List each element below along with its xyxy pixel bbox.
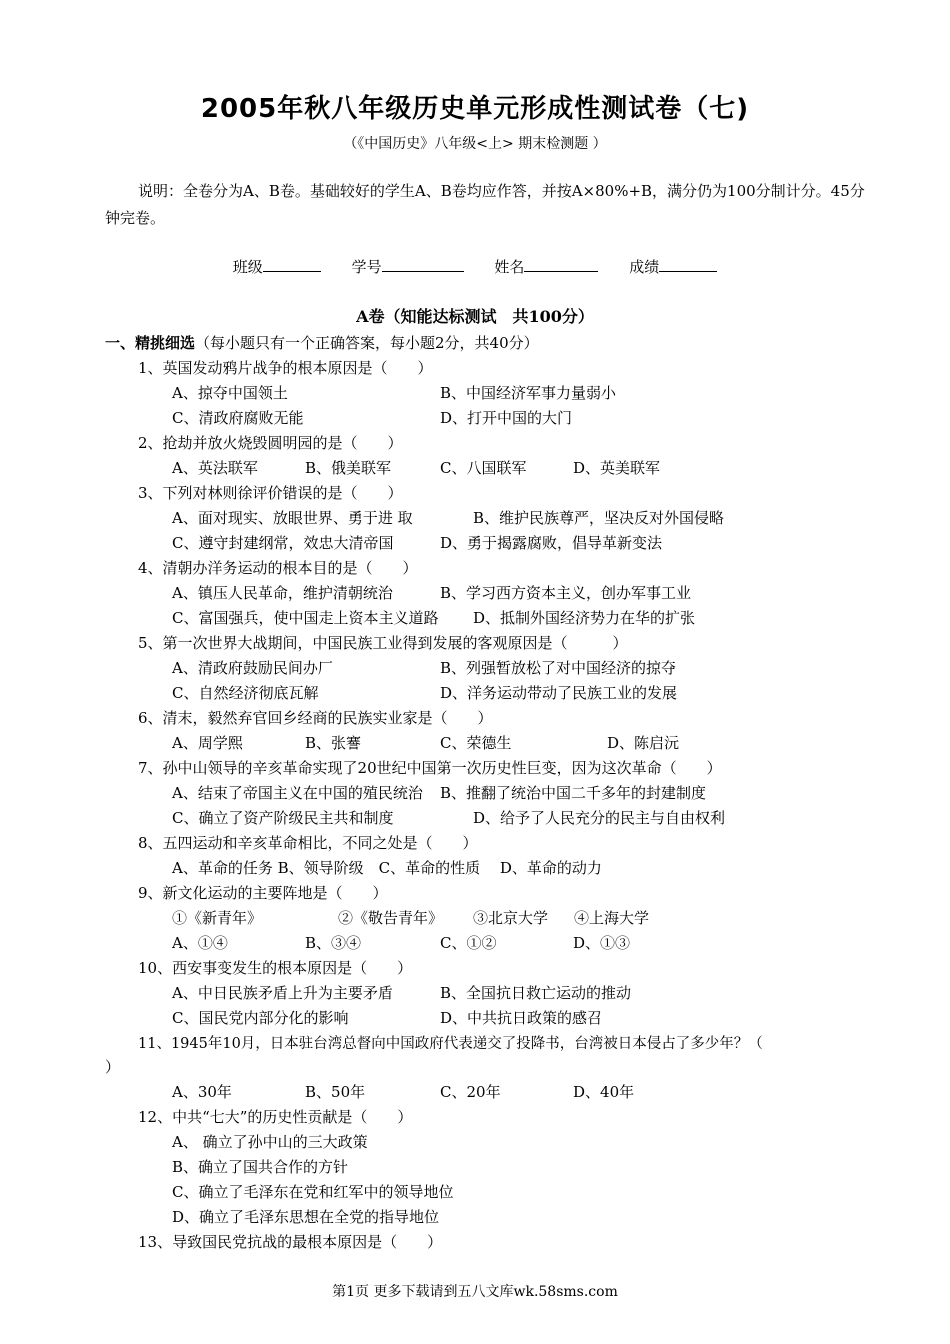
question-2: 2、抢劫并放火烧毁圆明园的是（ ） <box>138 434 403 452</box>
part1-heading <box>105 332 539 353</box>
question-8: 8、五四运动和辛亥革命相比，不同之处是（ ） <box>138 834 478 852</box>
page-footer: 第1页 更多下载请到五八文库wk.58sms.com <box>332 1284 618 1300</box>
q12-option-c: C、确立了毛泽东在党和红军中的领导地位 <box>172 1183 454 1201</box>
q6-option-a: A、周学熙 <box>172 734 243 752</box>
id-blank <box>382 257 464 272</box>
q1-option-a: A、掠夺中国领土 <box>172 384 288 402</box>
question-7: 7、孙中山领导的辛亥革命实现了20世纪中国第一次历史性巨变，因为这次革命（ ） <box>138 759 722 777</box>
question-4: 4、清朝办洋务运动的根本目的是（ ） <box>138 559 418 577</box>
part1-note: （每小题只有一个正确答案，每小题2分，共40分） <box>195 334 539 352</box>
class-label: 班级 <box>232 258 263 276</box>
q2-option-a: A、英法联军 <box>172 459 258 477</box>
q9-item-1: ①《新青年》 <box>172 909 263 927</box>
page-title: 2005年秋八年级历史单元形成性测试卷（七) <box>200 94 750 124</box>
score-label: 成绩 <box>629 258 660 276</box>
q6-option-d: D、陈启沅 <box>607 734 680 752</box>
q10-option-b: B、全国抗日救亡运动的推动 <box>440 984 632 1002</box>
q7-option-b: B、推翻了统治中国二千多年的封建制度 <box>440 784 707 802</box>
q5-option-d: D、洋务运动带动了民族工业的发展 <box>440 684 678 702</box>
q10-option-a: A、中日民族矛盾上升为主要矛盾 <box>172 984 393 1002</box>
question-3: 3、下列对林则徐评价错误的是（ ） <box>138 484 403 502</box>
name-blank <box>524 257 598 272</box>
question-5: 5、第一次世界大战期间，中国民族工业得到发展的客观原因是（ ） <box>138 634 628 652</box>
question-6: 6、清末，毅然弃官回乡经商的民族实业家是（ ） <box>138 709 493 727</box>
q9-option-d: D、①③ <box>573 934 631 952</box>
question-11-end: ） <box>105 1058 121 1076</box>
q4-option-a: A、镇压人民革命，维护清朝统治 <box>172 584 393 602</box>
q1-option-d: D、打开中国的大门 <box>440 409 573 427</box>
q10-option-c: C、国民党内部分化的影响 <box>172 1009 349 1027</box>
q9-option-b: B、③④ <box>305 934 362 952</box>
question-9: 9、新文化运动的主要阵地是（ ） <box>138 884 388 902</box>
part1-label: 一、精挑细选 <box>105 334 196 352</box>
q2-option-c: C、八国联军 <box>440 459 527 477</box>
question-10: 10、西安事变发生的根本原因是（ ） <box>138 959 413 977</box>
q3-option-d: D、勇于揭露腐败，倡导革新变法 <box>440 534 663 552</box>
id-label: 学号 <box>351 258 382 276</box>
q9-item-4: ④上海大学 <box>574 909 650 927</box>
q3-option-b: B、维护民族尊严，坚决反对外国侵略 <box>473 509 725 527</box>
q12-option-a: A、 确立了孙中山的三大政策 <box>172 1133 368 1151</box>
q11-option-c: C、20年 <box>440 1083 501 1101</box>
q5-option-b: B、列强暂放松了对中国经济的掠夺 <box>440 659 677 677</box>
q4-option-b: B、学习西方资本主义，创办军事工业 <box>440 584 692 602</box>
q2-option-d: D、英美联军 <box>573 459 661 477</box>
q6-option-c: C、荣德生 <box>440 734 512 752</box>
q2-option-b: B、俄美联军 <box>305 459 392 477</box>
instructions: 说明：全卷分为A、B卷。基础较好的学生A、B卷均应作答，并按A×80%+B，满分仍为100分制计分。45分钟完卷。 <box>105 182 865 227</box>
q9-option-c: C、①② <box>440 934 497 952</box>
q11-option-b: B、50年 <box>305 1083 366 1101</box>
name-label: 姓名 <box>494 258 525 276</box>
q10-option-d: D、中共抗日政策的感召 <box>440 1009 603 1027</box>
page-subtitle: （《中国历史》八年级<上> 期末检测题 ） <box>343 136 607 152</box>
q7-option-a: A、结束了帝国主义在中国的殖民统治 <box>172 784 423 802</box>
q5-option-c: C、自然经济彻底瓦解 <box>172 684 319 702</box>
question-11: 11、1945年10月，日本驻台湾总督向中国政府代表递交了投降书，台湾被日本侵占了多少年？（ <box>138 1036 763 1052</box>
section-a-title: A卷（知能达标测试 共100分） <box>356 307 594 326</box>
q4-option-d: D、抵制外国经济势力在华的扩张 <box>473 609 696 627</box>
question-13: 13、导致国民党抗战的最根本原因是（ ） <box>138 1233 443 1251</box>
question-12: 12、中共“七大”的历史性贡献是（ ） <box>138 1108 413 1126</box>
q1-option-c: C、清政府腐败无能 <box>172 409 304 427</box>
q4-option-c: C、富国强兵，使中国走上资本主义道路 <box>172 609 439 627</box>
q7-option-c: C、确立了资产阶级民主共和制度 <box>172 809 394 827</box>
q9-item-3: ③北京大学 <box>473 909 549 927</box>
q7-option-d: D、给予了人民充分的民主与自由权利 <box>473 809 726 827</box>
score-blank <box>659 257 717 272</box>
q12-option-d: D、确立了毛泽东思想在全党的指导地位 <box>172 1208 440 1226</box>
q6-option-b: B、张謇 <box>305 734 362 752</box>
question-1: 1、英国发动鸦片战争的根本原因是（ ） <box>138 359 433 377</box>
q8-options: A、革命的任务 B、领导阶级 C、革命的性质 D、革命的动力 <box>172 859 602 877</box>
q5-option-a: A、清政府鼓励民间办厂 <box>172 659 333 677</box>
q9-item-2: ②《敬告青年》 <box>338 909 444 927</box>
q11-option-d: D、40年 <box>573 1083 635 1101</box>
q3-option-a: A、面对现实、放眼世界、勇于进 取 <box>172 509 413 527</box>
q1-option-b: B、中国经济军事力量弱小 <box>440 384 617 402</box>
class-blank <box>263 257 321 272</box>
q9-option-a: A、①④ <box>172 934 228 952</box>
q11-option-a: A、30年 <box>172 1083 232 1101</box>
q12-option-b: B、确立了国共合作的方针 <box>172 1158 349 1176</box>
student-info-line <box>0 256 950 277</box>
q3-option-c: C、遵守封建纲常，效忠大清帝国 <box>172 534 394 552</box>
